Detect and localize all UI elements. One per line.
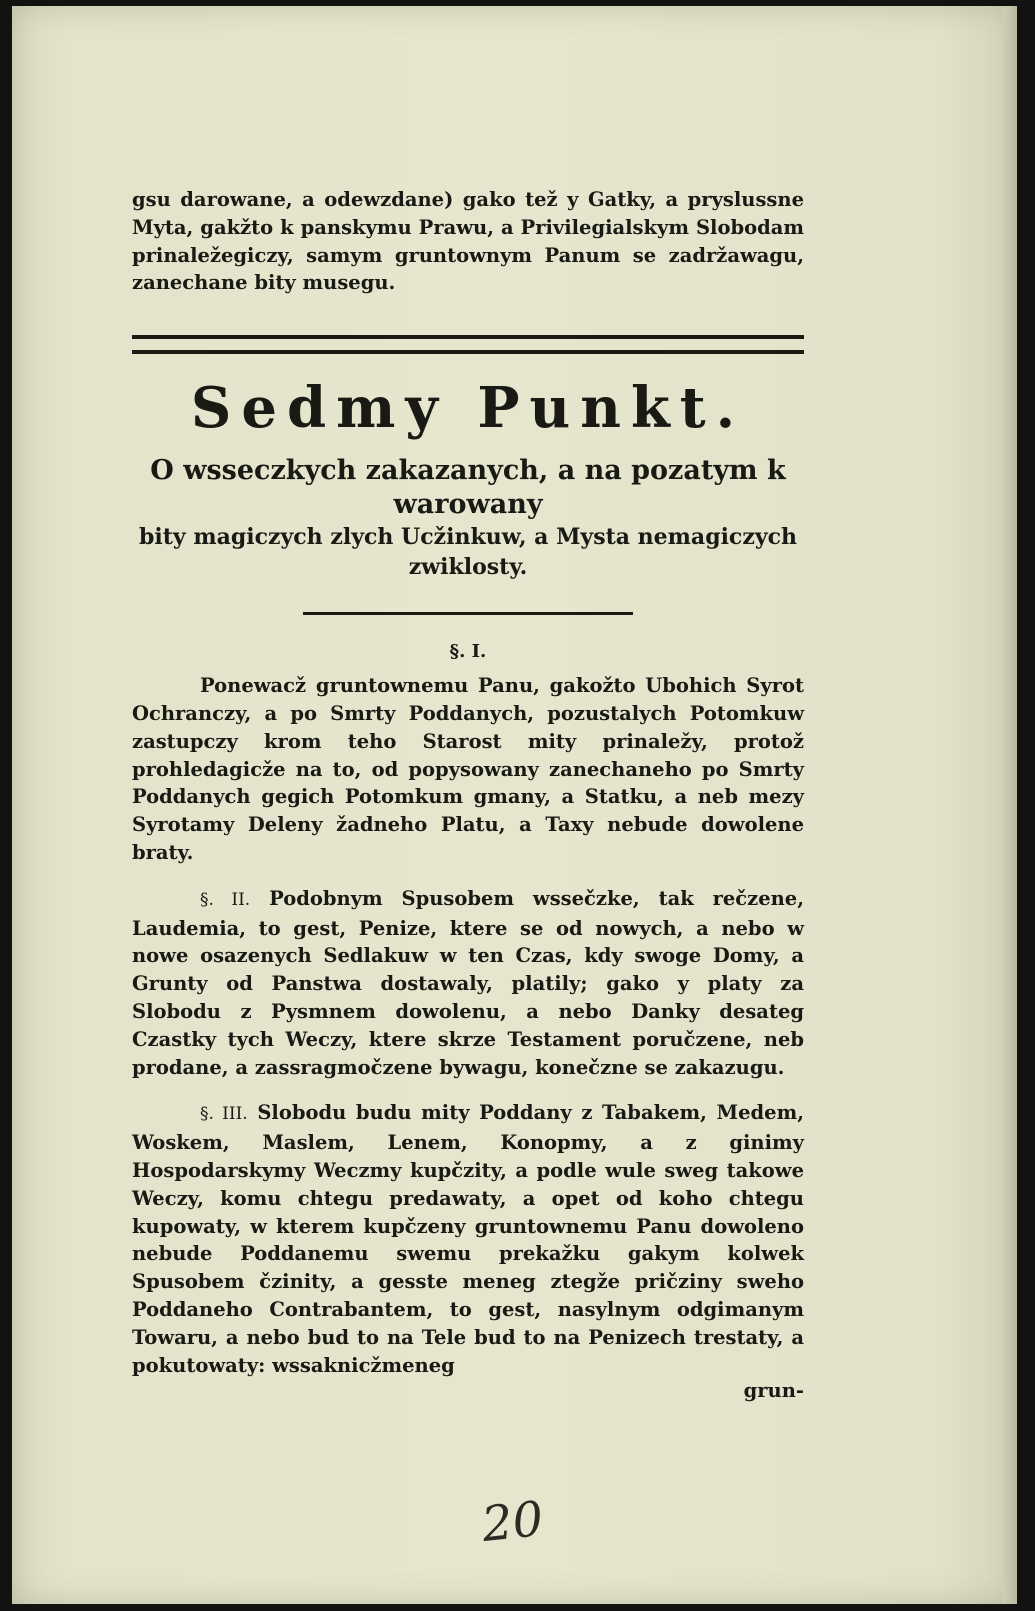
subheading-rest: bity magiczych zlych Ucžinkuw, a Mysta nemagiczych zwiklosty.	[139, 524, 797, 581]
catchword: grun-	[743, 1379, 804, 1403]
chapter-heading: Sedmy Punkt.	[190, 375, 746, 442]
section-2-label: §. II.	[200, 889, 251, 910]
paragraph-gap	[132, 867, 804, 885]
double-rule-divider	[132, 335, 804, 354]
page-edge	[1003, 6, 1017, 1604]
section-3-paragraph	[132, 1099, 804, 1379]
top-paragraph: gsu darowane, a odewzdane) gako tež y Gatky, a pryslussne Myta, gakžto k panskymu Prawu, a Privilegialskym Slobodam prinaležegiczy, samym gruntownym Panum se zadržawagu, zanechane bity musegu.	[132, 188, 804, 295]
section-2-paragraph	[132, 885, 804, 1082]
paper-page	[12, 6, 1017, 1604]
section-2-text: Podobnym Spusobem wssečzke, tak rečzene, Laudemia, to gest, Penize, ktere se od nowych, a nebo w nowe osazenych Sedlakuw w ten Czas, kdy swoge Domy, a Grunty od Panstwa dostawaly, platily; gako y platy za Slobodu z Pysmnem dowolenu, a nebo Danky desateg Czastky tych Weczy, ktere skrze Testament poručzene, neb prodane, a zassragmočzene bywagu, konečzne se zakazugu.	[132, 886, 804, 1079]
section-3-label: §. III.	[200, 1104, 248, 1125]
chapter-subheading	[132, 454, 804, 582]
paragraph-gap	[132, 1081, 804, 1099]
section-1-paragraph: Ponewacž gruntownemu Panu, gakožto Ubohich Syrot Ochranczy, a po Smrty Poddanych, pozustalych Potomkuw zastupczy krom teho Starost mity prinaležy, protož prohledagicže na to, od popysowany zanechaneho po Smrty Poddanych gegich Potomkum gmany, a Statku, a neb mezy Syrotamy Deleny žadneho Platu, a Taxy nebude dowolene braty.	[132, 674, 804, 864]
handwritten-page-number: 20	[479, 1490, 546, 1554]
text-column	[132, 186, 804, 1403]
section-1-mark: §. I.	[449, 641, 487, 663]
section-3-text: Slobodu budu mity Poddany z Tabakem, Medem, Woskem, Maslem, Lenem, Konopmy, a z ginimy Hospodarskymy Weczmy kupčzity, a podle wule sweg takowe Weczy, komu chtegu predawaty, a opet od koho chtegu kupowaty, w kterem kupčzeny gruntownemu Panu dowoleno nebude Poddanemu swemu prekažku gakym kolwek Spusobem čzinity, a gesste meneg ztegže pričziny sweho Poddaneho Contrabantem, to gest, nasylnym odgimanym Towaru, a nebo bud to na Tele bud to na Penizech trestaty, a pokutowaty: wssaknicžmeneg	[132, 1101, 804, 1377]
subheading-line-1: O wsseczkych zakazanych, a na pozatym k warowany	[150, 455, 786, 521]
single-rule-divider	[303, 612, 633, 615]
